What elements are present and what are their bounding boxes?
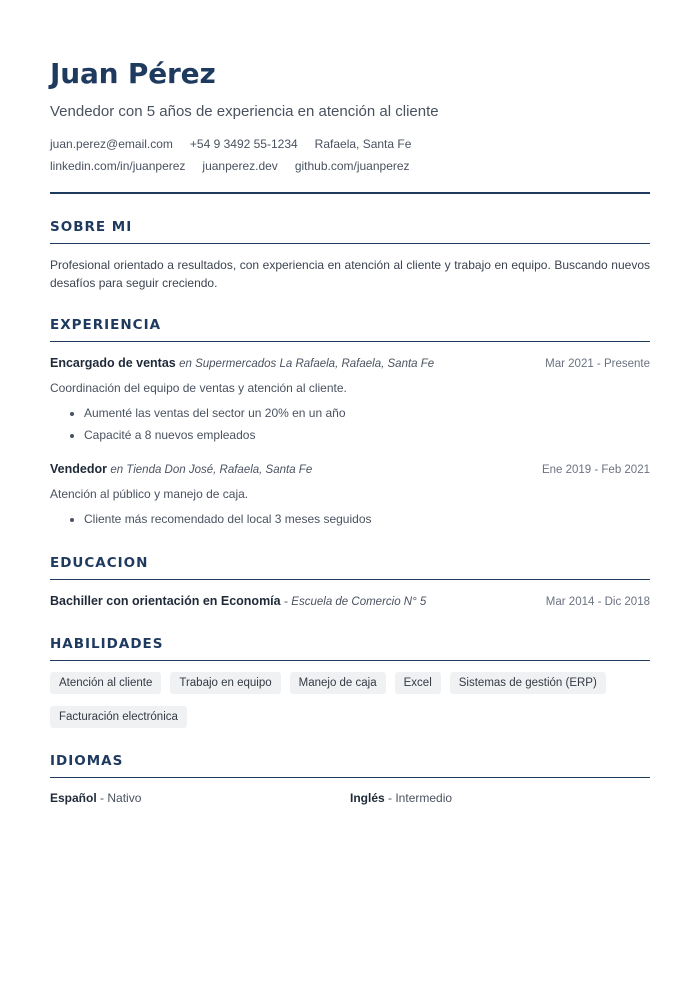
languages-title: IDIOMAS <box>50 752 650 778</box>
languages-section <box>50 752 650 806</box>
candidate-name: Juan Pérez <box>50 57 216 90</box>
job-description: Atención al público y manejo de caja. <box>50 487 249 501</box>
links-row <box>50 158 650 174</box>
skill-chip: Trabajo en equipo <box>170 672 280 694</box>
header-divider <box>50 192 650 194</box>
education-header <box>50 592 650 611</box>
skills-title: HABILIDADES <box>50 635 650 661</box>
entry-header <box>50 460 650 479</box>
skill-chip: Facturación electrónica <box>50 706 187 728</box>
entry-header <box>50 354 650 373</box>
job-dates: Ene 2019 - Feb 2021 <box>541 464 650 476</box>
job-title: Vendedor <box>50 462 107 476</box>
job-dates: Mar 2021 - Presente <box>545 358 650 370</box>
language-name: Español <box>50 791 97 805</box>
skill-chip: Excel <box>395 672 441 694</box>
job-achievements <box>50 402 650 446</box>
linkedin-link[interactable]: linkedin.com/in/juanperez <box>50 159 186 173</box>
job-description: Coordinación del equipo de ventas y atención al cliente. <box>50 381 347 395</box>
education-dates: Mar 2014 - Dic 2018 <box>545 596 650 608</box>
website-link[interactable]: juanperez.dev <box>202 159 278 173</box>
skill-chip: Atención al cliente <box>50 672 161 694</box>
education-title: EDUCACION <box>50 554 650 580</box>
job-title: Encargado de ventas <box>50 356 176 370</box>
about-title: SOBRE MI <box>50 218 650 244</box>
language-item <box>50 790 350 806</box>
entry-role-line <box>50 460 312 479</box>
language-item <box>350 790 650 806</box>
language-name: Inglés <box>350 791 385 805</box>
contact-row <box>50 136 650 152</box>
language-level: - Nativo <box>96 791 142 805</box>
education-line <box>50 592 426 611</box>
languages-list <box>50 790 650 806</box>
achievement-item: • Cliente más recomendado del local 3 meses seguidos <box>84 508 650 530</box>
job-achievements <box>50 508 650 530</box>
github-link[interactable]: github.com/juanperez <box>294 159 410 173</box>
experience-title: EXPERIENCIA <box>50 316 650 342</box>
education-section <box>50 554 650 611</box>
skill-chip: Manejo de caja <box>290 672 386 694</box>
skills-section <box>50 635 650 728</box>
job-organization: en Supermercados La Rafaela, Rafaela, Santa Fe <box>179 358 435 370</box>
about-text: Profesional orientado a resultados, con experiencia en atención al cliente y trabajo en equipo. Buscando nuevos desafíos para seguir creciendo. <box>50 258 650 290</box>
job-organization: en Tienda Don José, Rafaela, Santa Fe <box>110 464 313 476</box>
skills-list <box>50 672 650 728</box>
phone-text: +54 9 3492 55-1234 <box>189 137 298 151</box>
location-text: Rafaela, Santa Fe <box>314 137 412 151</box>
achievement-item: • Capacité a 8 nuevos empleados <box>84 424 650 446</box>
email-link[interactable]: juan.perez@email.com <box>50 137 173 151</box>
experience-entry <box>50 354 650 446</box>
candidate-headline: Vendedor con 5 años de experiencia en atención al cliente <box>50 103 439 120</box>
school-name: Escuela de Comercio N° 5 <box>291 596 427 608</box>
degree-separator: - <box>283 594 288 608</box>
entry-role-line <box>50 354 434 373</box>
achievement-item: • Aumenté las ventas del sector un 20% en un año <box>84 402 650 424</box>
degree-title: Bachiller con orientación en Economía <box>50 594 281 608</box>
experience-entry <box>50 460 650 530</box>
about-section <box>50 218 650 292</box>
skill-chip: Sistemas de gestión (ERP) <box>450 672 606 694</box>
education-entry <box>50 592 650 611</box>
language-level: - Intermedio <box>384 791 453 805</box>
experience-section <box>50 316 650 530</box>
